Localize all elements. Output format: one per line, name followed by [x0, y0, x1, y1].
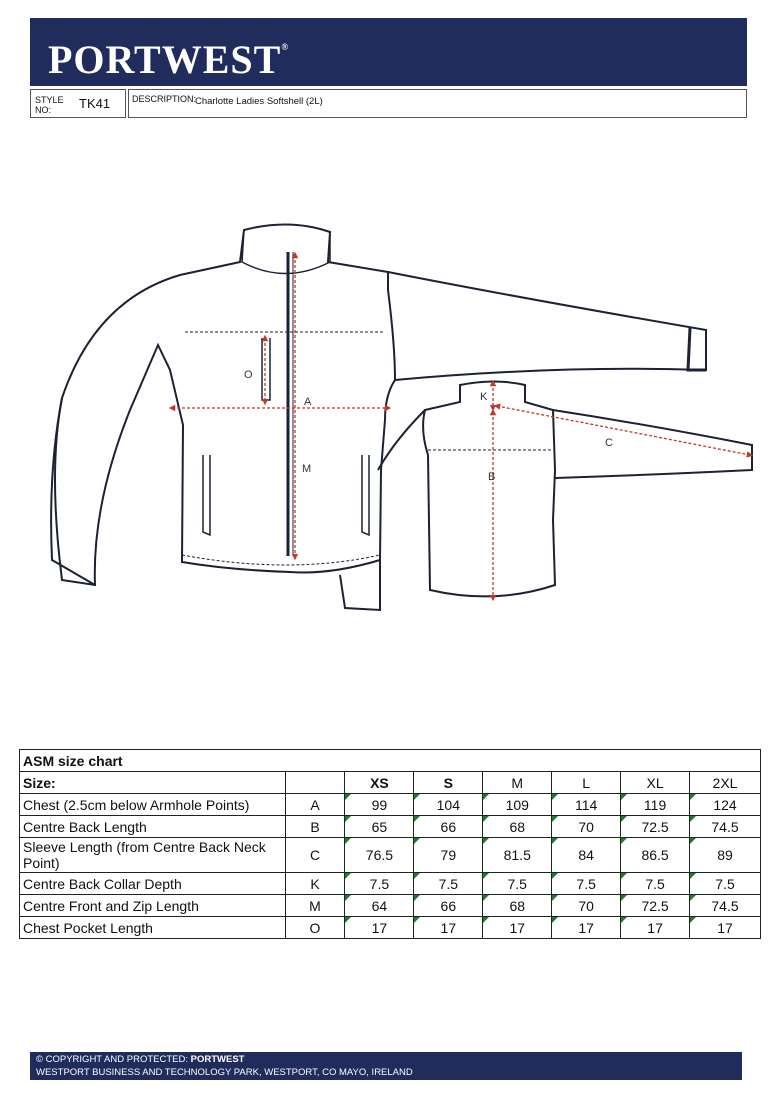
measurement-value: 70 — [552, 816, 621, 838]
measure-label-k: K — [480, 391, 488, 403]
measurement-value: 86.5 — [621, 838, 690, 873]
measurement-value: 7.5 — [690, 873, 761, 895]
jacket-front-cuff — [688, 328, 706, 370]
measurement-code: K — [285, 873, 345, 895]
measurement-value: 70 — [552, 895, 621, 917]
size-header-s: S — [414, 772, 483, 794]
size-header-label: Size: — [20, 772, 286, 794]
jacket-front-right-sleeve — [388, 272, 706, 380]
garment-technical-drawing — [0, 200, 778, 620]
measurement-value: 17 — [690, 917, 761, 939]
measurement-value: 7.5 — [345, 873, 414, 895]
measurement-value: 68 — [483, 895, 552, 917]
registered-mark: ® — [281, 42, 290, 52]
table-row — [20, 838, 761, 873]
size-chart-title-row — [20, 750, 761, 772]
measurement-value: 7.5 — [483, 873, 552, 895]
description-value: Charlotte Ladies Softshell (2L) — [195, 96, 323, 107]
style-number: TK41 — [79, 96, 111, 111]
measurement-value: 81.5 — [483, 838, 552, 873]
measure-label-o: O — [244, 369, 253, 381]
measurement-value: 104 — [414, 794, 483, 816]
size-header-code — [285, 772, 345, 794]
jacket-front-right-pocket — [362, 455, 369, 535]
table-row — [20, 816, 761, 838]
measurement-value: 79 — [414, 838, 483, 873]
measurement-value: 76.5 — [345, 838, 414, 873]
size-chart-title: ASM size chart — [20, 750, 761, 772]
jacket-front-left-pocket — [203, 455, 210, 535]
style-label: STYLE — [35, 95, 64, 105]
jacket-front-hem — [182, 555, 380, 565]
measurement-value: 17 — [345, 917, 414, 939]
table-row — [20, 794, 761, 816]
size-header-row — [20, 772, 761, 794]
measurement-value: 99 — [345, 794, 414, 816]
size-chart-table — [19, 749, 761, 939]
copyright-text: © COPYRIGHT AND PROTECTED: — [36, 1054, 191, 1065]
measurement-value: 119 — [621, 794, 690, 816]
measurement-name: Chest (2.5cm below Armhole Points) — [20, 794, 286, 816]
jacket-front-view — [51, 224, 706, 610]
measurement-name: Centre Front and Zip Length — [20, 895, 286, 917]
measure-c-line — [497, 406, 750, 455]
table-row — [20, 917, 761, 939]
measurement-code: O — [285, 917, 345, 939]
style-number-box — [30, 89, 126, 118]
jacket-back-sleeve — [553, 410, 752, 478]
size-header-xl: XL — [621, 772, 690, 794]
description-box — [128, 89, 747, 118]
measurement-value: 66 — [414, 816, 483, 838]
measurement-value: 124 — [690, 794, 761, 816]
measurement-code: B — [285, 816, 345, 838]
description-label: DESCRIPTION: — [132, 94, 197, 104]
measurement-value: 7.5 — [621, 873, 690, 895]
measurement-value: 109 — [483, 794, 552, 816]
measurement-value: 74.5 — [690, 895, 761, 917]
measurement-value: 7.5 — [414, 873, 483, 895]
measurement-value: 17 — [414, 917, 483, 939]
measure-label-c: C — [605, 437, 613, 449]
measure-label-m: M — [302, 463, 312, 475]
company-address: WESTPORT BUSINESS AND TECHNOLOGY PARK, WESTPORT, CO MAYO, IRELAND — [36, 1067, 413, 1078]
measurement-code: C — [285, 838, 345, 873]
measurement-value: 17 — [621, 917, 690, 939]
measurement-code: M — [285, 895, 345, 917]
copyright-footer — [30, 1052, 742, 1080]
measurement-value: 89 — [690, 838, 761, 873]
measurement-code: A — [285, 794, 345, 816]
measurement-value: 17 — [552, 917, 621, 939]
jacket-front-outline — [55, 224, 395, 585]
measurement-value: 72.5 — [621, 895, 690, 917]
copyright-brand: PORTWEST — [190, 1054, 245, 1065]
jacket-back-outline — [423, 382, 555, 597]
measure-label-a: A — [304, 396, 312, 408]
measurement-value: 114 — [552, 794, 621, 816]
size-header-l: L — [552, 772, 621, 794]
brand-name: PORTWEST — [48, 37, 282, 82]
table-row — [20, 873, 761, 895]
jacket-front-chest-pocket — [262, 338, 270, 400]
measurement-value: 74.5 — [690, 816, 761, 838]
size-chart-rows — [20, 794, 761, 939]
measurement-value: 84 — [552, 838, 621, 873]
jacket-back-view — [378, 382, 752, 597]
measurement-value: 66 — [414, 895, 483, 917]
measurement-lines — [172, 255, 750, 598]
measurement-name: Centre Back Length — [20, 816, 286, 838]
measurement-name: Chest Pocket Length — [20, 917, 286, 939]
jacket-front-left-sleeve — [51, 398, 95, 585]
measurement-name: Centre Back Collar Depth — [20, 873, 286, 895]
table-row — [20, 895, 761, 917]
jacket-front-collar — [242, 230, 330, 274]
size-header-m: M — [483, 772, 552, 794]
size-header-xs: XS — [345, 772, 414, 794]
brand-logo — [48, 36, 289, 83]
size-header-2xl: 2XL — [690, 772, 761, 794]
measure-label-b: B — [488, 471, 496, 483]
measurement-value: 7.5 — [552, 873, 621, 895]
measurement-value: 72.5 — [621, 816, 690, 838]
measurement-name: Sleeve Length (from Centre Back Neck Point) — [20, 838, 286, 873]
measurement-value: 17 — [483, 917, 552, 939]
copyright-line — [36, 1053, 736, 1066]
measurement-value: 65 — [345, 816, 414, 838]
style-label-no: NO: — [35, 105, 52, 115]
measurement-value: 64 — [345, 895, 414, 917]
measurement-value: 68 — [483, 816, 552, 838]
